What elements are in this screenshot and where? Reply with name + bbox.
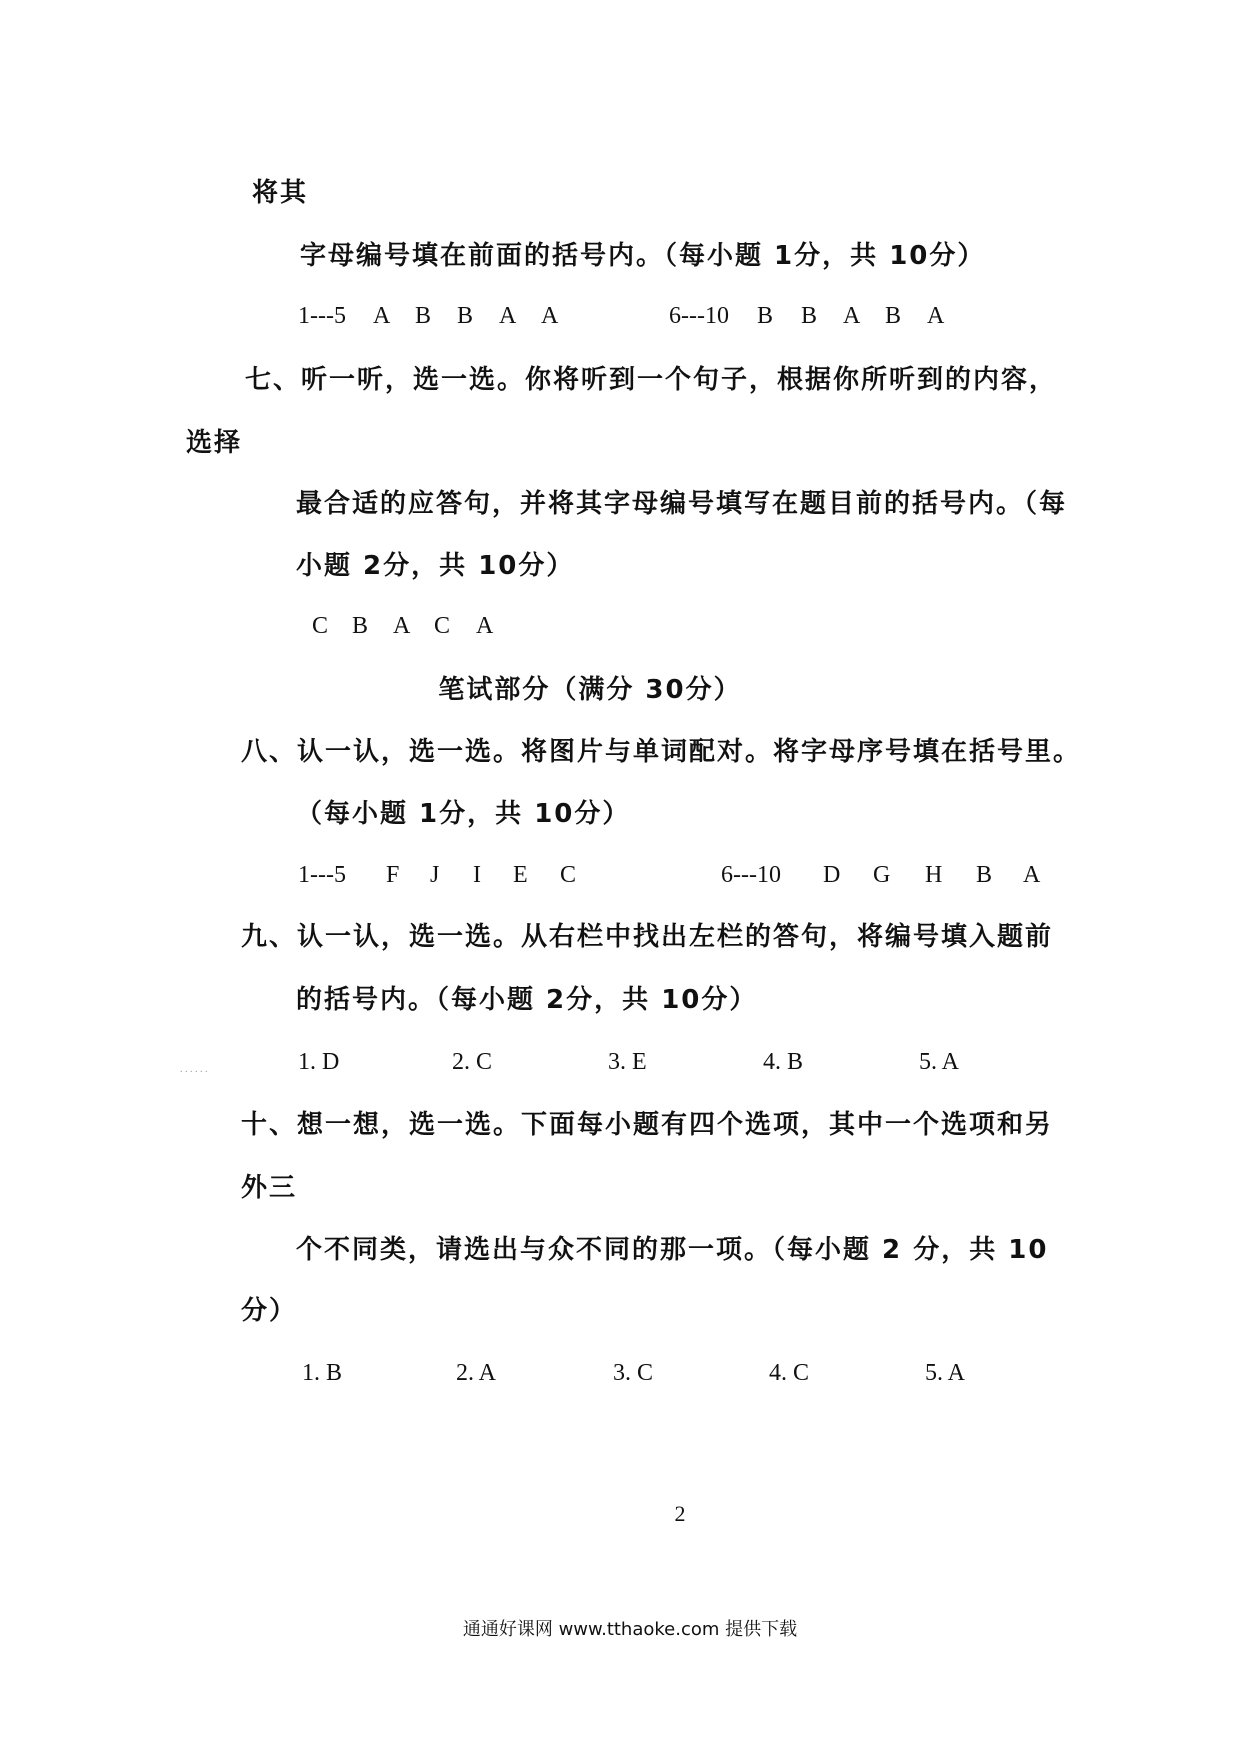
answer-item: 3. E [608, 1049, 647, 1075]
answer-item: D [823, 862, 841, 888]
answer-item: 4. B [763, 1049, 804, 1075]
answer-item: A [843, 303, 861, 329]
answer-range-label: 1---5 [298, 303, 346, 329]
answer-item: B [457, 303, 474, 329]
answer-item: 2. A [456, 1360, 497, 1386]
answer-item: A [927, 303, 945, 329]
footer-text: 通通好课网 www.tthaoke.com 提供下载 [462, 1619, 798, 1640]
section6-line1: 将其 [252, 178, 309, 208]
answer-item: B [415, 303, 432, 329]
answer-item: F [386, 862, 400, 888]
section6-line2: 字母编号填在前面的括号内。（每小题 1分，共 10分） [300, 241, 986, 271]
section10-line1: 十、想一想，选一选。下面每小题有四个选项，其中一个选项和另 [241, 1110, 1054, 1140]
answer-item: J [430, 862, 440, 888]
answer-item: A [373, 303, 391, 329]
answer-item: A [541, 303, 559, 329]
page-number: 2 [674, 1501, 686, 1526]
answer-item: A [476, 613, 494, 639]
section10-answers [0, 1361, 1240, 1391]
section7-line1: 七、听一听，选一选。你将听到一个句子，根据你所听到的内容， [245, 365, 1058, 395]
answer-range-label: 6---10 [721, 862, 781, 888]
answer-item: A [499, 303, 517, 329]
answer-item: 3. C [613, 1360, 654, 1386]
section9-answers [0, 1050, 1240, 1080]
answer-item: 1. D [298, 1049, 340, 1075]
section10-line4: 分） [241, 1296, 298, 1326]
answer-item: H [925, 862, 943, 888]
section10-line2: 外三 [241, 1173, 298, 1203]
answer-range-label: 6---10 [669, 303, 729, 329]
section7-line2: 选择 [186, 428, 243, 458]
answer-item: 5. A [919, 1049, 960, 1075]
section10-line3: 个不同类，请选出与众不同的那一项。（每小题 2 分，共 10 [296, 1235, 1049, 1265]
answer-item: I [473, 862, 481, 888]
answer-item: B [757, 303, 774, 329]
scan-dots: . . . . . . [180, 1064, 208, 1075]
section7-line3: 最合适的应答句，并将其字母编号填写在题目前的括号内。（每 [296, 489, 1068, 519]
section7-line4: 小题 2分，共 10分） [296, 551, 575, 581]
answer-item: E [513, 862, 528, 888]
answer-item: C [560, 862, 577, 888]
answer-item: A [393, 613, 411, 639]
written-section-heading: 笔试部分（满分 30分） [438, 675, 742, 705]
answer-item: C [434, 613, 451, 639]
answer-range-label: 1---5 [298, 862, 346, 888]
section8-line2: （每小题 1分，共 10分） [296, 799, 631, 829]
answer-item: 1. B [302, 1360, 343, 1386]
answer-item: B [885, 303, 902, 329]
answer-item: A [1023, 862, 1041, 888]
section8-answers [0, 863, 1240, 893]
answer-item: 4. C [769, 1360, 810, 1386]
section7-answers [0, 614, 1240, 644]
section8-line1: 八、认一认，选一选。将图片与单词配对。将字母序号填在括号里。 [241, 737, 1082, 767]
answer-item: G [873, 862, 891, 888]
answer-item: C [312, 613, 329, 639]
answer-item: B [352, 613, 369, 639]
answer-item: 5. A [925, 1360, 966, 1386]
answer-item: B [976, 862, 993, 888]
answer-item: 2. C [452, 1049, 493, 1075]
section9-line2: 的括号内。（每小题 2分，共 10分） [296, 985, 758, 1015]
section9-line1: 九、认一认，选一选。从右栏中找出左栏的答句，将编号填入题前 [241, 922, 1054, 952]
answer-item: B [801, 303, 818, 329]
section6-answers [0, 304, 1240, 334]
